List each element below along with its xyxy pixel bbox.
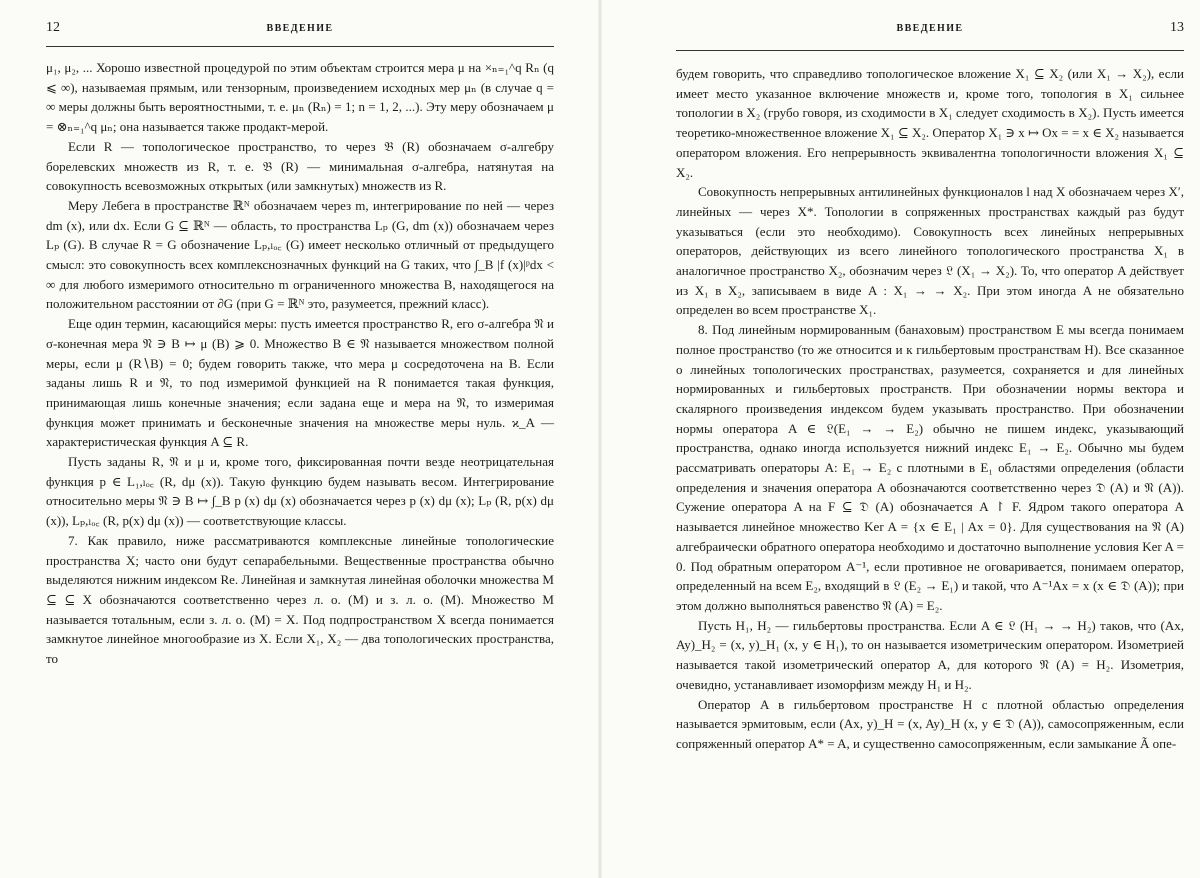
paragraph: Пусть H₁, H₂ — гильбертовы пространства. Если A ∈ 𝔏 (H₁ → → H₂) таков, что (Ax, Ay)_H₂ = (x, y)_H₁ (x, y ∈ H₁), то он называется изометрическим оператором. Изометрией называется такой изометрический оператор A, для которого 𝔑 (A) = H₂. Изометрия, очевидно, устанавливает изоморфизм между H₁ и H₂.	[676, 617, 1184, 692]
paragraph: Если R — топологическое пространство, то через 𝔅 (R) обозначаем σ-алгебру борелевских множеств из R, т. е. 𝔅 (R) — минимальная σ-алгебра, натянутая на совокупность всевозможных открытых (или замкнутых) множеств из R.	[46, 138, 554, 194]
header-rule	[46, 46, 554, 47]
header-rule	[676, 50, 1184, 51]
page-number: 13	[1170, 20, 1184, 35]
paragraph: Пусть заданы R, 𝔑 и μ и, кроме того, фиксированная почти везде неотрицательная функция p ∈ L₁,ₗₒ꜀ (R, dμ (x)). Такую функцию будем называть весом. Интегрирование относительно меры 𝔑 ∋ B ↦ ∫_B p (x) dμ (x) обозначается через p (x) dμ (x); Lₚ (R, p(x) dμ (x)), Lₚ,ₗₒ꜀ (R, p(x) dμ (x)) — соответствующие классы.	[46, 454, 554, 529]
page-number: 12	[46, 20, 60, 35]
paragraph: Совокупность непрерывных антилинейных функционалов l над X обозначаем через X′, линейных — через X*. Топологии в сопряженных пространствах каждый раз будут указываться (если это необходимо). Совокупность всех линейных непрерывных операторов, действующих из всего линейного топологического пространства X₁ в аналогичное пространство X₂, обозначим через 𝔏 (X₁ → X₂). То, что оператор A действует из X₁ в X₂, записываем в виде A : X₁ → → X₂. При этом иногда A не обязательно определен во всем пространстве X₁.	[676, 184, 1184, 318]
paragraph: Оператор A в гильбертовом пространстве H с плотной областью определения называется эрмитовым, если (Ax, y)_H = (x, Ay)_H (x, y ∈ 𝔇 (A)), самосопряженным, если сопряженный оператор A* = A, и существенно самосопряженным, если замыкание Ã опе-	[676, 696, 1184, 751]
paragraph: 8. Под линейным нормированным (банаховым) пространством E мы всегда понимаем полное пространство (то же относится и к гильбертовым пространствам H). Все сказанное о линейных топологических пространствах, разумеется, сохраняется и для линейных нормированных и гильбертовых пространств. При обозначении нормы вектора и скалярного произведения индексом будем указывать пространство. При обозначении нормы оператора A ∈ 𝔏(E₁ → → E₂) обычно не пишем индекс, указывающий пространства, однако иногда используется нижний индекс E₁ → E₂. Обычно мы будем рассматривать операторы A: E₁ → E₂ с плотными в E₁ областями определения (области определения и значения оператора A обозначаются соответственно через 𝔇 (A) и 𝔑 (A)). Сужение оператора A на F ⊆ 𝔇 (A) обозначается A ↾ F. Ядром такого оператора A называется линейное множество Ker A = {x ∈ E₁ | Ax = 0}. Для существования на 𝔑 (A) алгебраически обратного оператора необходимо и достаточно выполнение условия Ker A = 0. Под обратным оператором A⁻¹, если противное не оговаривается, понимаем оператор, определенный на всем E₂, входящий в 𝔏 (E₂ → E₁) и такой, что A⁻¹Ax = x (x ∈ 𝔇 (A)); при этом должно выполняться равенство 𝔑 (A) = E₂.	[676, 322, 1184, 613]
paragraph: μ₁, μ₂, ... Хорошо известной процедурой по этим объектам строится мера μ на ×ₙ₌₁^q Rₙ (q ⩽ ∞), называемая прямым, или тензорным, произведением исходных мер μₙ (в случае q = ∞ меры должны быть вероятностными, т. е. μₙ (Rₙ) = 1; n = 1, 2, ...). Эту меру обозначаем μ = ⊗ₙ₌₁^q μₙ; она называется также продакт-мерой.	[46, 60, 554, 135]
right-page	[600, 0, 1200, 878]
paragraph: Еще один термин, касающийся меры: пусть имеется пространство R, его σ-алгебра 𝔑 и σ-конечная мера 𝔑 ∋ B ↦ μ (B) ⩾ 0. Множество B ∈ 𝔑 называется множеством полной меры, если μ (R∖B) = 0; будем говорить также, что мера μ сосредоточена на B. Если заданы лишь R и 𝔑, то под измеримой функцией на R понимается такая функция, принимающая лишь конечные значения; если задана еще и мера на 𝔑, то измеримая функция может принимать и бесконечные значения на множестве меры нуль. ϰ_A — характеристическая функция A ⊆ R.	[46, 316, 554, 450]
paragraph: Меру Лебега в пространстве ℝᴺ обозначаем через m, интегрирование по ней — через dm (x), или dx. Если G ⊆ ℝᴺ — область, то пространства Lₚ (G, dm (x)) обозначаем через Lₚ (G). В случае R = G обозначение Lₚ,ₗₒ꜀ (G) имеет несколько отличный от предыдущего смысл: это совокупность всех комплекснозначных функций на G таких, что ∫_B |f (x)|ᵖdx < ∞ для любого измеримого относительно m ограниченного множества B, находящегося на положительном расстоянии от ∂G (при G = ℝᴺ это, разумеется, прежний класс).	[46, 197, 554, 312]
running-title: ВВЕДЕНИЕ	[896, 23, 964, 34]
body-text	[46, 58, 554, 669]
running-title: ВВЕДЕНИЕ	[266, 23, 334, 34]
paragraph: будем говорить, что справедливо топологическое вложение X₁ ⊆ X₂ (или X₁ → X₂), если имеет место указанное включение множеств и, кроме того, топология в X₁ сильнее топологии в X₂ (грубо говоря, из сходимости в X₁ следует сходимость в X₂). Пусть имеется теоретико-множественное вложение X₁ ⊆ X₂. Оператор X₁ ∋ x ↦ Ox = = x ∈ X₂ называется оператором вложения. Его непрерывность эквивалентна топологичности вложения X₁ ⊆ X₂.	[676, 66, 1184, 180]
paragraph: 7. Как правило, ниже рассматриваются комплексные линейные топологические пространства X; часто они будут сепарабельными. Вещественные пространства обычно выделяются нижним индексом Re. Линейная и замкнутая линейная оболочки множества M ⊆ ⊆ X обозначаются соответственно через л. о. (M) и з. л. о. (M). Множество M называется тотальным, если з. л. о. (M) = X. Под подпространством X всегда понимается замкнутое линейное многообразие из X. Если X₁, X₂ — два топологических пространства, то	[46, 532, 554, 667]
body-text	[676, 64, 1184, 754]
